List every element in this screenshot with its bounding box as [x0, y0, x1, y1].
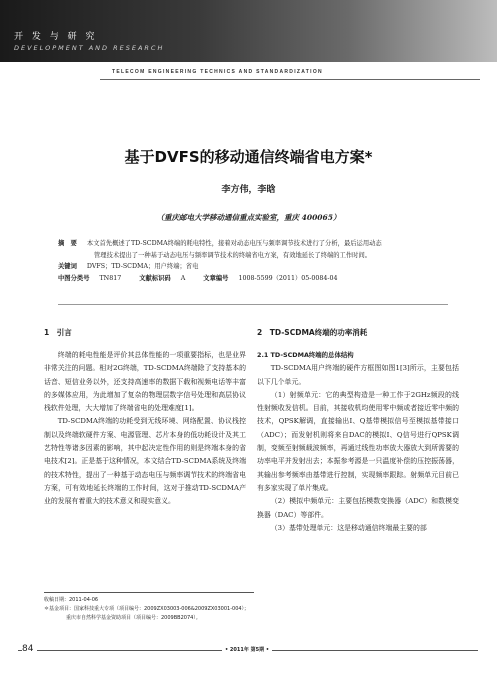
rf-unit-paragraph: （1）射频单元：它的典型构造是一种工作于2GHz频段的线性射频收发信机。目前，其接收机均使用零中频或者接近零中频的技术，QPSK解调，直接输出I、Q基带模拟信号至模拟基带接口（ADC）；而发射机则将来自DAC的模拟I、Q信号进行QPSK调制，变频至射频载波频率，再通过线性功率放大器放大到所需要的功率电平并发射出去；本振参考源是一只温度补偿的压控振荡器，其输出参考频率由基带进行控制，实现频率跟踪。射频单元目前已有多家实现了单片集成。	[257, 390, 459, 492]
section-title-cn: 开 发 与 研 究	[14, 32, 98, 42]
abstract-divider	[58, 304, 448, 305]
abstract-label: 摘 要	[58, 240, 77, 247]
doc-code-label: 文献标识码	[139, 274, 171, 282]
received-date: 收稿日期：2011-04-06	[44, 597, 99, 603]
journal-name: TELECOM ENGINEERING TECHNICS AND STANDARDIZATION	[112, 69, 323, 75]
article-title: 基于DVFS的移动通信终端省电方案*	[124, 148, 373, 166]
if-unit-paragraph: （2）模拟中频单元：主要包括模数变换器（ADC）和数模变换器（DAC）等部件。	[257, 497, 459, 519]
clc-code: TN817	[99, 274, 122, 282]
subsection-2-1-heading: 2.1 TD-SCDMA终端的总体结构	[257, 351, 354, 359]
right-column	[257, 349, 459, 535]
article-number-label: 文章编号	[203, 274, 229, 282]
keywords: DVFS；TD-SCDMA；用户终端；省电	[86, 263, 199, 270]
page-number: 84	[22, 644, 37, 654]
classification-row	[58, 273, 448, 285]
footnote	[44, 596, 364, 623]
abstract-line-2: 管理技术提出了一种基于动态电压与频率调节技术的终端省电方案，有效地延长了终端的工作时间。	[94, 251, 372, 259]
section-title-en: DEVELOPMENT AND RESEARCH	[14, 44, 165, 52]
fund-line-1: ＊基金项目：国家科技重大专项（项目编号：2009ZX03003-006&2009ZX03001-004）；	[44, 606, 250, 612]
intro-paragraph-2: TD-SCDMA终端的功耗受到无线环境、网络配置、协议栈控制以及终端软硬件方案、电源管理、芯片本身的低功耗设计及其工艺特性等诸多因素的影响，其中起决定性作用的则是终端本身的省电技术[2]。正是基于这种情况，本文结合TD-SCDMA系统及终端的技术特性，提出了一种基于动态电压与频率调节技术的终端省电方案，可有效地延长终端的工作时间，这对于推动TD-SCDMA产业的发展有着重大的技术意义和现实意义。	[44, 417, 246, 506]
structure-paragraph-1: TD-SCDMA用户终端的硬件方框图如图1[3]所示，主要包括以下几个单元。	[257, 364, 459, 386]
authors: 李方伟，李晗	[221, 185, 276, 195]
left-column	[44, 349, 246, 509]
fund-line-2: 重庆市自然科学基金资助项目（项目编号：2009BB2074）。	[66, 615, 201, 621]
abstract-block	[58, 238, 448, 284]
baseband-paragraph: （3）基带处理单元：这是移动通信终端最主要的部	[270, 523, 427, 532]
abstract-line-1: 本文首先概述了TD-SCDMA终端的耗电特性，接着对动态电压与频率调节技术进行了分析，最后运用动态	[86, 240, 382, 247]
footnote-rule	[44, 592, 254, 593]
intro-paragraph-1: 终端的耗电性能是评价其总体性能的一项重要指标，也是业界非常关注的问题。相对2G终端，TD-SCDMA终端除了支持基本的话音、短信业务以外，还支持高速率的数据下载和视频电话等丰富的多媒体应用，为此增加了复杂的物理层数字信号处理和高层协议栈软件处理，大大增加了终端省电的处理难度[1]。	[44, 351, 246, 413]
section-2-heading: 2 TD-SCDMA终端的功率消耗	[257, 328, 368, 337]
header-rule	[100, 79, 480, 80]
keywords-label: 关键词	[58, 263, 77, 270]
affiliation: （重庆邮电大学移动通信重点实验室，重庆 400065）	[156, 213, 341, 222]
section-1-heading: 1 引言	[44, 328, 72, 337]
doc-code: A	[180, 274, 186, 282]
clc-label: 中图分类号	[58, 274, 90, 282]
section-banner	[0, 0, 497, 62]
article-number: 1008-5599（2011）05-0084-04	[238, 274, 338, 282]
issue-label: • 2011年 第5期 •	[222, 646, 272, 653]
